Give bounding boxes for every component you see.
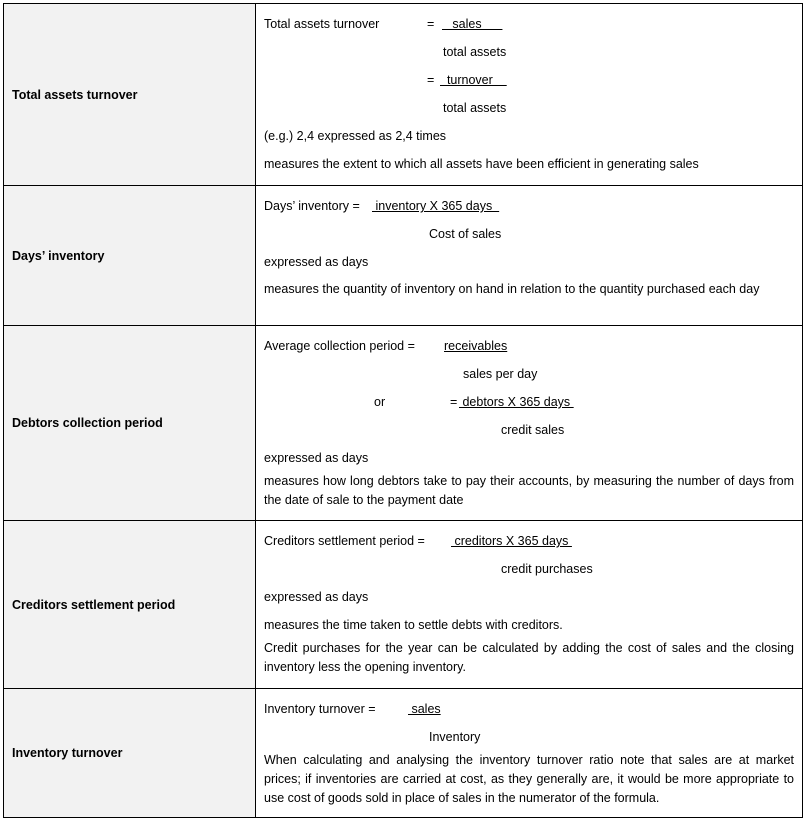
formula-numerator: creditors X 365 days [451,534,572,548]
formula-label: Days’ inventory = [264,199,360,213]
description-text: measures the quantity of inventory on hand in relation to the quantity purchased each day [264,282,760,296]
formula-equals: = [450,395,458,409]
formula-line [264,695,794,723]
formula-line [264,723,794,751]
formula-numerator: sales [408,702,441,716]
formula-denominator: sales per day [463,367,538,381]
ratio-label: Days’ inventory [4,186,256,326]
formula-line [264,38,794,66]
description-text: When calculating and analysing the inventory turnover ratio note that sales are at market prices; if inventories are carried at cost, as they generally are, it would be more appropriate to use cost of goods sold in place of sales in the numerator of the formula. [264,753,794,805]
formula-label: Average collection period = [264,339,415,353]
formula-equals: = [427,73,435,87]
formula-line [264,416,794,444]
formula-denominator: Cost of sales [429,227,502,241]
description-text: measures the time taken to settle debts with creditors. [264,618,563,632]
unit-text: expressed as days [264,255,369,269]
table-row [4,326,803,521]
unit-text: expressed as days [264,451,369,465]
formula-line [264,66,794,94]
description-text: measures how long debtors take to pay their accounts, by measuring the number of days from the date of sale to the payment date [264,474,794,507]
formula-label: Total assets turnover [264,17,380,31]
ratio-label: Creditors settlement period [4,521,256,689]
ratio-description [256,186,803,326]
ratio-label: Inventory turnover [4,689,256,818]
description-text: measures the extent to which all assets have been efficient in generating sales [264,157,699,171]
example-text: (e.g.) 2,4 expressed as 2,4 times [264,129,447,143]
formula-denominator: total assets [443,101,507,115]
formula-numerator: debtors X 365 days [459,395,574,409]
formula-equals: = [427,17,435,31]
formula-label: Inventory turnover = [264,702,376,716]
ratio-label: Debtors collection period [4,326,256,521]
formula-numerator: inventory X 365 days [372,199,500,213]
formula-line [264,192,794,220]
description-text: Credit purchases for the year can be calculated by adding the cost of sales and the closing inventory less the opening inventory. [264,641,794,674]
formula-line [264,555,794,583]
formula-line [264,527,794,555]
formula-denominator: total assets [443,45,507,59]
ratio-description [256,4,803,186]
ratio-label: Total assets turnover [4,4,256,186]
formula-numerator: turnover [440,73,507,87]
formula-line [264,332,794,360]
formula-numerator: receivables [444,339,508,353]
formula-denominator: Inventory [429,730,481,744]
formula-line [264,10,794,38]
ratio-description [256,521,803,689]
ratios-table [3,3,803,818]
formula-numerator: sales [442,17,503,31]
table-row [4,689,803,818]
formula-line [264,94,794,122]
or-text: or [374,395,386,409]
unit-text: expressed as days [264,590,369,604]
formula-line [264,388,794,416]
formula-denominator: credit sales [501,423,565,437]
ratio-description [256,326,803,521]
ratio-description [256,689,803,818]
formula-label: Creditors settlement period = [264,534,425,548]
table-row [4,186,803,326]
table-row [4,4,803,186]
formula-line [264,220,794,248]
table-row [4,521,803,689]
formula-denominator: credit purchases [501,562,593,576]
formula-line [264,360,794,388]
